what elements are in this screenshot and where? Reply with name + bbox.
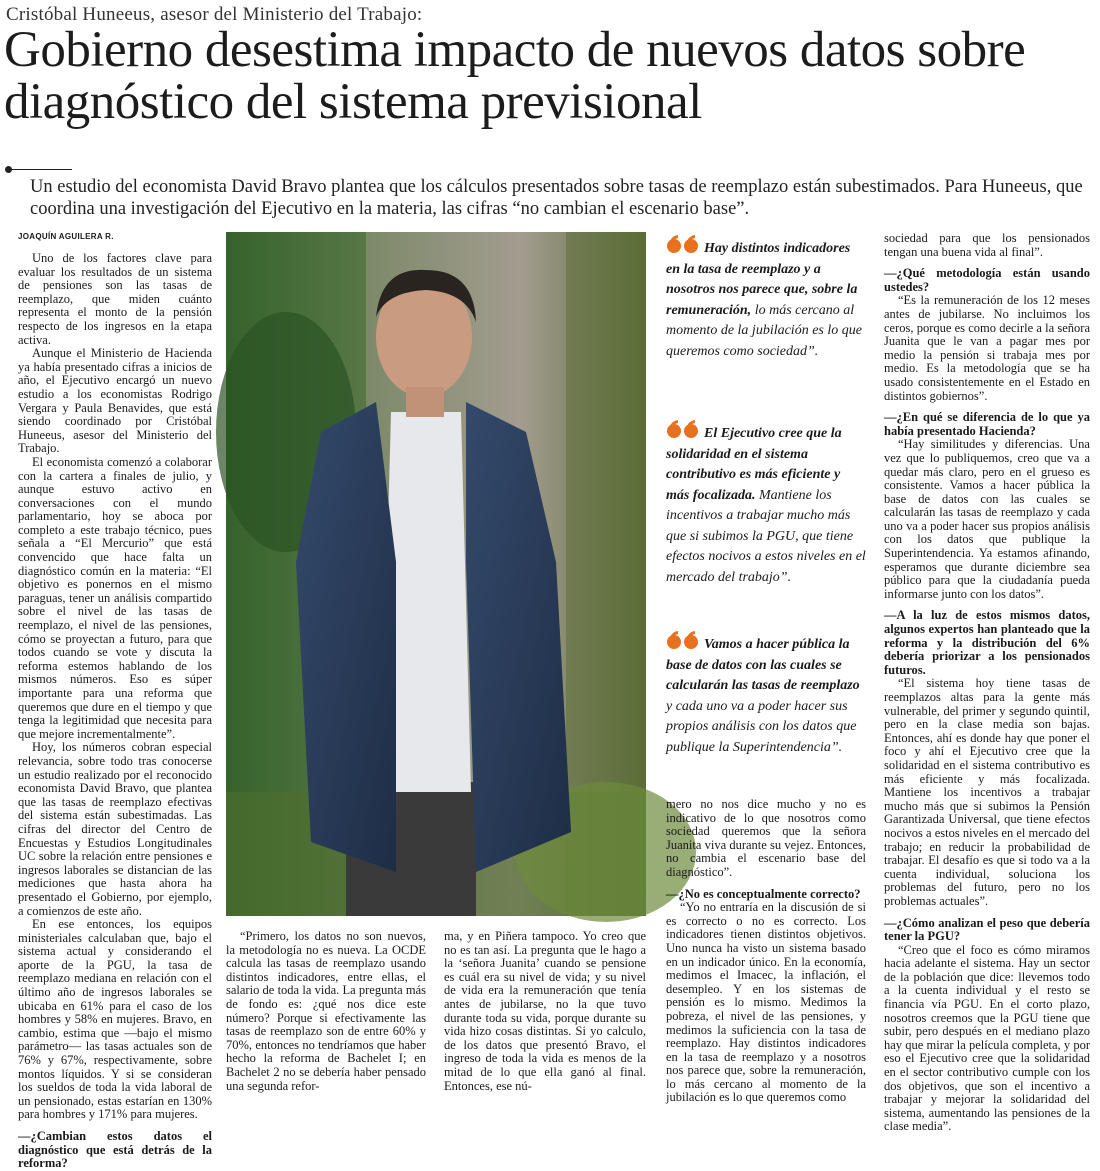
col3-continuation: mero no nos dice mucho y no es indicativo de lo que nosotros como sociedad queremos que la señora Juanita viva durante su vejez. Entonces, no cambia el escenario base del diagnóstico”.: [666, 797, 866, 879]
col1-paragraph: En ese entonces, los equipos ministeriales calculaban que, bajo el sistema actual y considerando el aporte de la PGU, la tasa de reemplazo mediana en relación con el último año de ingresos laborales se ubicaba en 61% para el caso de los hombres y 58% en mujeres. Bravo, en cambio, estima que —bajo el mismo parámetro— las tasas actuales son de 76% y 67%, respectivamente, sobre montos líquidos. Y si se consideran los sueldos de toda la vida laboral de un pensionado, estas estarían en 130% para hombres y 171% para mujeres.: [18, 917, 212, 1122]
pull-quote-2-bold: El Ejecutivo cree que la solidaridad en el sistema contributivo es más eficiente y más focalizada.: [666, 426, 842, 503]
column-3: [666, 798, 866, 1105]
pull-quote-3-bold: Vamos a hacer pública la base de datos con las cuales se calcularán las tasas de reemplazo: [666, 637, 860, 693]
column-4: [884, 232, 1090, 1134]
byline: JOAQUÍN AGUILERA R.: [18, 232, 114, 241]
under-photo-left: [226, 930, 426, 1093]
pull-quote-3-rest: y cada uno va a poder hacer sus propios análisis con los datos que publique la Superintendencia”.: [666, 698, 857, 755]
quote-mark-icon: [666, 419, 700, 439]
headline: Gobierno desestima impacto de nuevos datos sobre diagnóstico del sistema previsional: [4, 22, 1026, 130]
quote-mark-icon: [666, 630, 700, 650]
under-photo-left-text: “Primero, los datos no son nuevos, la metodología no es nueva. La OCDE calcula las tasas de reemplazo usando distintos indicadores, entre ellas, el salario de toda la vida. La pregunta más de fondo es: ¿qué nos dice este número? Porque si efectivamente las tasas de reemplazo son de entre 60% y 70%, entonces no tendríamos que haber hecho la reforma de Bachelet I; en Bachelet 2 no se debería haber pensado una segunda refor-: [226, 929, 426, 1093]
col3-question: —¿No es conceptualmente correcto?: [666, 886, 861, 901]
column-1: [18, 252, 212, 1171]
col4-answer: “Es la remuneración de los 12 meses antes de jubilarse. No incluimos los ceros, porque es como decirle a la señora Juanita que le van a pagar mes por medio la pensión si trabaja mes por medio. Es la metodología que se ha usado consistentemente en el Estado en distintos gobiernos”.: [884, 293, 1090, 403]
pull-quote-2-rest: Mantiene los incentivos a trabajar mucho más que si subimos la PGU, que tiene efectos nocivos a estos niveles en el mercado del trabajo”.: [666, 487, 866, 585]
col3-answer: “Yo no entraría en la discusión de si es correcto o no es correcto. Los indicadores tienen distintos objetivos. Uno nunca ha visto un sistema basado en un indicador único. En la economía, medimos el Imacec, la inflación, el desempleo. Y en los sistemas de pensión es lo mismo. Medimos la pobreza, el nivel de las pensiones, y medimos la suficiencia con la tasa de reemplazo. Hay distintos indicadores en la tasa de reemplazo y a nosotros nos parece que, sobre la remuneración, lo más cercano al momento de la jubilación es lo que queremos como: [666, 900, 866, 1105]
col4-answer: “Hay similitudes y diferencias. Una vez que lo publiquemos, creo que va a quedar más claro, pero en el grueso es consistente. Vamos a hacer pública la base de datos con las cuales se calcularán las tasas de reemplazo y cada uno va a poder hacer sus propios análisis con los datos que publique la Superintendencia. Ya estamos afinando, esperamos que durante diciembre sea público para que la ciudadanía pueda informarse junto con los datos”.: [884, 437, 1090, 601]
col4-question: —¿Cómo analizan el peso que debería tener la PGU?: [884, 915, 1090, 944]
col4-question: —A la luz de estos mismos datos, algunos expertos han planteado que la reforma y la distribución del 6% debería priorizar a los pensionados futuros.: [884, 608, 1090, 677]
rule-line: [10, 169, 72, 170]
col4-answer: “El sistema hoy tiene tasas de reemplazos altas para la gente más vulnerable, del primer y segundo quintil, pero en la clase media son bajas. Entonces, ahí es donde hay que poner el foco y ahí el Ejecutivo cree que la solidaridad en el sistema contributivo es más eficiente y más focalizada. Mantiene los incentivos a trabajar mucho más que si subimos la Pensión Garantizada Universal, que tiene efectos nocivos a estos niveles en el mercado del trabajo; en reducir la probabilidad de trabajar. El desafío es que si todo va a la cuenta individual, soluciona los problemas del futuro, pero no los problemas actuales”.: [884, 676, 1090, 908]
portrait-photo: [226, 232, 646, 916]
kicker: Cristóbal Huneeus, asesor del Ministerio del Trabajo:: [6, 4, 423, 25]
quote-mark-icon: [666, 234, 700, 254]
col1-question: —¿Cambian estos datos el diagnóstico que está detrás de la reforma?: [18, 1129, 212, 1171]
under-photo-right-text: ma, y en Piñera tampoco. Yo creo que no es tan así. La pregunta que le hago a la ‘señora Juanita’ cuando se pensione es cuál era su nivel de vida; y su nivel de vida era la remuneración que tenía antes de jubilarse, no la que tuvo durante toda su vida, porque durante su vida hizo cosas distintas. Si yo calculo, de los datos que presentó Bravo, el ingreso de toda la vida es menos de la mitad de lo que ella ganó al final. Entonces, ese nú-: [444, 929, 646, 1093]
under-photo-right: [444, 930, 646, 1093]
col4-continuation: sociedad para que los pensionados tengan una buena vida al final”.: [884, 231, 1090, 259]
col1-paragraph: Aunque el Ministerio de Hacienda ya había presentado cifras a inicios de año, el Ejecutivo encargó un nuevo estudio a los economistas Rodrigo Vergara y Paula Benavides, que está siendo coordinado por Cristóbal Huneeus, asesor del Ministerio del Trabajo.: [18, 346, 212, 456]
pull-quote-1-rest: lo más cercano al momento de la jubilación es lo que queremos como sociedad”.: [666, 302, 862, 359]
pull-quote-2: [666, 419, 866, 588]
col4-answer: “Creo que el foco es cómo miramos hacia adelante el sistema. Hay un sector de la población que dice: llevemos todo a la cuenta individual y el resto se financia vía PGU. En el corto plazo, nosotros creemos que la PGU tiene que subir, pero después en el mediano plazo hay que mirar la película completa, y por eso el Ejecutivo cree que la solidaridad en el sector contributivo cumple con los dos objetivos, que son el incentivo a trabajar y mejorar la solidaridad del sistema, aumentando las pensiones de la clase media”.: [884, 942, 1090, 1134]
pull-quote-1: [666, 234, 866, 362]
col4-question: —¿En qué se diferencia de lo que ya había presentado Hacienda?: [884, 410, 1090, 438]
portrait-illustration: [226, 232, 646, 916]
col1-paragraph: Hoy, los números cobran especial relevancia, sobre todo tras conocerse un estudio realizado por el reconocido economista David Bravo, que plantea que las tasas de reemplazo efectivas del sistema están subestimadas. Las cifras del director del Centro de Encuestas y Estudios Longitudinales UC sobre la relación entre pensiones e ingresos laborales se distancian de las mediciones que hasta ahora ha presentado el Gobierno, por ejemplo, a comienzos de este año.: [18, 740, 212, 918]
col1-paragraph: El economista comenzó a colaborar con la cartera a finales de julio, y aunque estuvo activo en conversaciones con el mundo parlamentario, hoy se aboca por completo a este trabajo técnico, pues señala a “El Mercurio” que está convencido que hace falta un diagnóstico común en la materia: “El objetivo es ponernos en el mismo paraguas, tener un análisis compartido sobre el nivel de las tasas de reemplazo, el nivel de las pensiones, cómo se proyectan a futuro, para que todos cuando se vote y discuta la reforma estemos hablando de los mismos números. Eso es súper importante para una reforma que queremos que dure en el tiempo y que tenga la legitimidad que necesita para que mejore incrementalmente”.: [18, 454, 212, 741]
pull-quote-3: [666, 630, 866, 758]
pull-quote-1-bold: Hay distintos indicadores en la tasa de reemplazo y a nosotros nos parece que, sobre la remuneración,: [666, 241, 858, 318]
col4-question: —¿Qué metodología están usando ustedes?: [884, 266, 1090, 294]
deck: Un estudio del economista David Bravo plantea que los cálculos presentados sobre tasas de reemplazo están subestimados. Para Huneeus, que coordina una investigación del Ejecutivo en la materia, las cifras “no cambian el escenario base”.: [30, 177, 1083, 219]
col1-paragraph: Uno de los factores clave para evaluar los resultados de un sistema de pensiones son las tasas de reemplazo, que miden cuánto representa el monto de la pensión respecto de los ingresos en la etapa activa.: [18, 251, 212, 347]
